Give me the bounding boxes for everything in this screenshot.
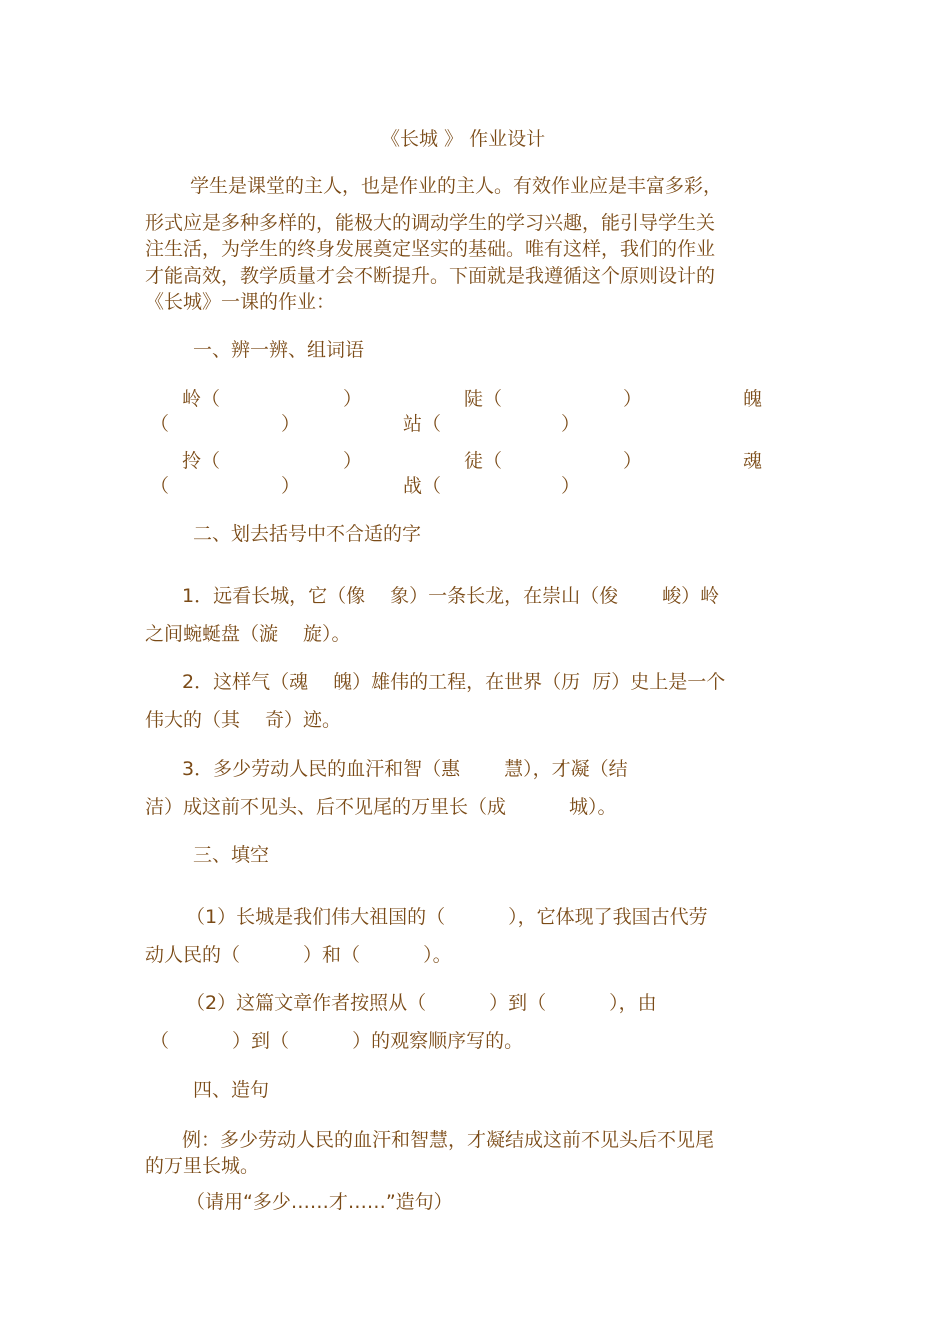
section1-heading: 一、辨一辨、组词语 — [193, 339, 365, 361]
fill-blank-line: （2）这篇文章作者按照从（ ）到（ ），由 — [186, 992, 657, 1014]
exercise-line: 2．这样气（魂 魄）雄伟的工程，在世界（历 厉）史上是一个 — [182, 671, 726, 693]
word-item-open: （ — [150, 475, 170, 497]
fill-blank-line: （ ）到（ ）的观察顺序写的。 — [150, 1030, 524, 1052]
word-item-open: （ — [150, 413, 170, 435]
word-item: 陡（ — [464, 388, 503, 410]
intro-line-4: 才能高效，教学质量才会不断提升。下面就是我遵循这个原则设计的 — [145, 265, 716, 287]
example-line: 例：多少劳动人民的血汗和智慧，才凝结成这前不见头后不见尾 — [182, 1129, 715, 1151]
instruction-line: （请用“多少……才……”造句） — [186, 1191, 453, 1213]
intro-line-3: 注生活，为学生的终身发展奠定坚实的基础。唯有这样，我们的作业 — [145, 238, 716, 260]
word-item-close: ） — [343, 450, 363, 472]
example-line: 的万里长城。 — [145, 1155, 260, 1177]
intro-line-1: 学生是课堂的主人，也是作业的主人。有效作业应是丰富多彩， — [190, 175, 723, 197]
section3-heading: 三、填空 — [193, 844, 270, 866]
fill-blank-line: （1）长城是我们伟大祖国的（ ），它体现了我国古代劳 — [186, 906, 708, 928]
word-item: 魂 — [743, 450, 763, 472]
exercise-line: 3．多少劳动人民的血汗和智（惠 慧），才凝（结 — [182, 758, 628, 780]
word-item-close: ） — [343, 388, 363, 410]
intro-line-2: 形式应是多种多样的，能极大的调动学生的学习兴趣，能引导学生关 — [145, 212, 716, 234]
word-item: 魄 — [743, 388, 763, 410]
word-item-close: ） — [281, 413, 301, 435]
section4-heading: 四、造句 — [193, 1079, 270, 1101]
word-item-close: ） — [623, 388, 643, 410]
word-item: 站（ — [403, 413, 442, 435]
exercise-line: 洁）成这前不见头、后不见尾的万里长（成 城）。 — [145, 796, 617, 818]
word-item-close: ） — [561, 475, 581, 497]
exercise-line: 1．远看长城，它（像 象）一条长龙，在崇山（俊 峻）岭 — [182, 585, 720, 607]
intro-line-5: 《长城》一课的作业： — [145, 291, 336, 313]
fill-blank-line: 动人民的（ ）和（ ）。 — [145, 944, 452, 966]
section2-heading: 二、划去括号中不合适的字 — [193, 523, 422, 545]
word-item-close: ） — [281, 475, 301, 497]
exercise-line: 之间蜿蜒盘（漩 旋）。 — [145, 623, 351, 645]
word-item-close: ） — [561, 413, 581, 435]
word-item-close: ） — [623, 450, 643, 472]
exercise-line: 伟大的（其 奇）迹。 — [145, 709, 342, 731]
word-item: 徒（ — [464, 450, 503, 472]
word-item: 战（ — [403, 475, 442, 497]
page-title: 《长城 》 作业设计 — [381, 128, 546, 150]
word-item: 拎（ — [182, 450, 221, 472]
word-item: 岭（ — [182, 388, 221, 410]
